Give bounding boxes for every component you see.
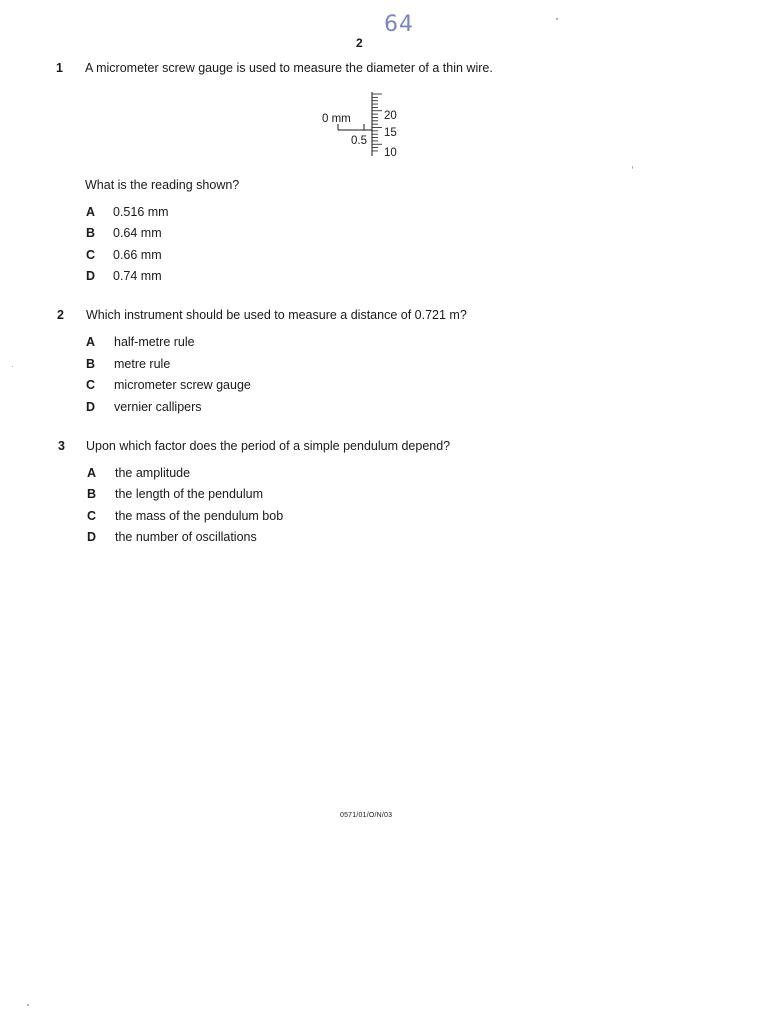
question-1-prompt: What is the reading shown? [85,178,240,192]
question-3-text: Upon which factor does the period of a simple pendulum depend? [86,439,451,453]
question-1-option-letter: D [86,269,96,283]
scan-speck [556,18,558,20]
thimble-scale-ticks [372,94,382,151]
micrometer-diagram [300,86,430,162]
thimble-label-15: 15 [384,127,397,139]
question-2-option-text: vernier callipers [114,400,202,414]
question-2-option-letter: A [86,335,96,349]
scan-speck [632,166,633,169]
question-1-number: 1 [56,61,63,75]
question-2-text: Which instrument should be used to measure a distance of 0.721 m? [86,308,467,322]
question-3-option-letter: C [87,509,97,523]
scan-speck [12,366,13,367]
question-3-option-text: the length of the pendulum [115,487,264,501]
paper-code-footer: 0571/01/O/N/03 [340,812,393,819]
question-2-option-letter: B [86,357,96,371]
question-1-option-letter: B [86,226,96,240]
page-number: 2 [356,36,363,50]
question-2-number: 2 [57,308,64,322]
scan-speck [27,1004,29,1006]
question-1-option-text: 0.74 mm [113,269,162,283]
thimble-label-10: 10 [384,147,397,159]
question-2-option-text: metre rule [114,357,171,371]
question-3-option-letter: D [87,530,97,544]
handwritten-page-note: 64 [384,12,414,37]
question-3-number: 3 [58,439,65,453]
question-1-option-letter: A [86,205,96,219]
question-1-option-text: 0.516 mm [113,205,169,219]
question-2-option-letter: C [86,378,96,392]
question-1-option-letter: C [86,248,96,262]
question-3-option-text: the mass of the pendulum bob [115,509,284,523]
sleeve-half-label: 0.5 [351,135,367,147]
question-1-option-text: 0.66 mm [113,248,162,262]
question-3-option-text: the amplitude [115,466,191,480]
question-2-option-text: half-metre rule [114,335,195,349]
question-3-option-letter: B [87,487,97,501]
sleeve-zero-label: 0 mm [322,113,351,125]
question-3-option-letter: A [87,466,97,480]
question-1-text: A micrometer screw gauge is used to measure the diameter of a thin wire. [85,61,493,75]
question-2-option-text: micrometer screw gauge [114,378,251,392]
question-3-option-text: the number of oscillations [115,530,257,544]
thimble-label-20: 20 [384,110,397,122]
question-2-option-letter: D [86,400,96,414]
question-1-option-text: 0.64 mm [113,226,162,240]
